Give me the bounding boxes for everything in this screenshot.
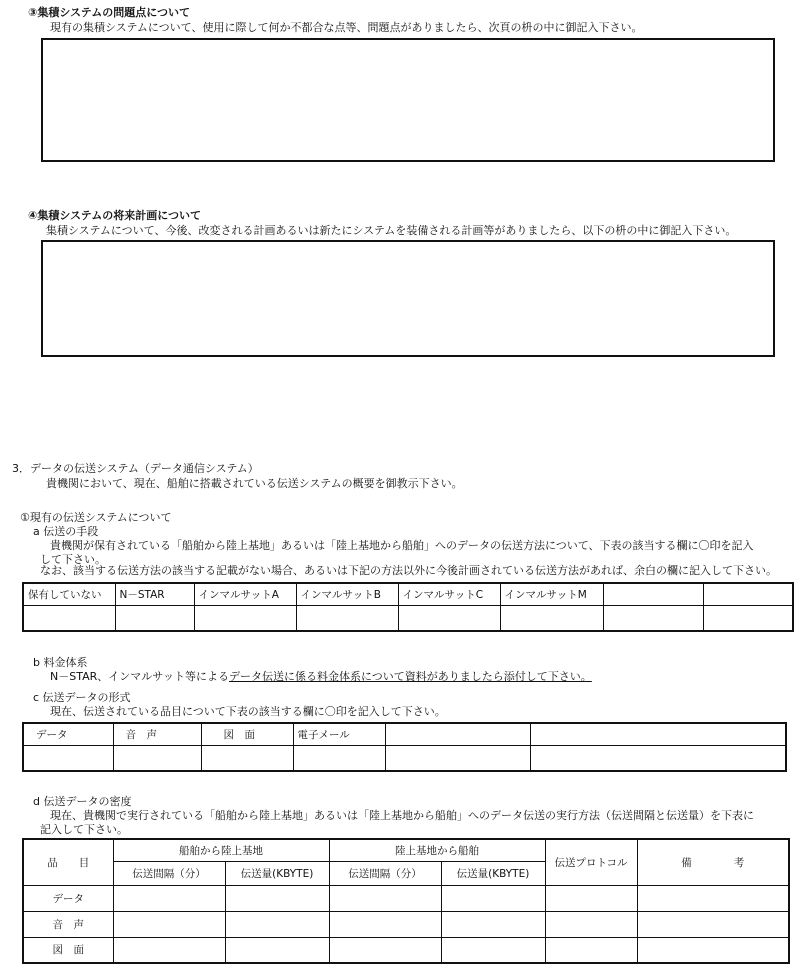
entry-cell[interactable] [441,937,545,963]
transmission-density-table [22,838,790,964]
header-cell[interactable] [603,583,703,605]
row-label-cell: 音 声 [23,911,113,937]
entry-cell[interactable] [225,911,329,937]
entry-cell[interactable] [113,937,225,963]
fee-label: b 料金体系 [33,656,88,669]
header-cell[interactable] [385,723,530,745]
data-format-table [22,722,787,772]
header-cell: 電子メール [293,723,385,745]
future-plan-entry-box[interactable] [41,240,775,357]
fee-description [50,670,592,683]
header-cell: データ [23,723,113,745]
entry-cell[interactable] [500,605,603,631]
entry-cell[interactable] [113,745,201,771]
entry-cell[interactable] [23,745,113,771]
row-label-cell: 図 面 [23,937,113,963]
header-cell: インマルサットM [500,583,603,605]
header-cell: 音 声 [113,723,201,745]
header-cell: インマルサットB [296,583,398,605]
entry-cell[interactable] [441,911,545,937]
entry-cell[interactable] [530,745,786,771]
entry-cell[interactable] [23,605,115,631]
table-header-row [23,723,786,745]
volume-header-cell: 伝送量(KBYTE) [441,861,545,885]
section-transmission-description: 貴機関において、現在、船舶に搭載されている伝送システムの概要を御教示下さい。 [46,477,463,490]
header-cell: N－STAR [115,583,194,605]
section-3-description: 現有の集積システムについて、使用に際して何か不都合な点等、問題点がありましたら、次頁の枡の中に御記入下さい。 [50,21,643,34]
item-header-cell: 品 目 [23,839,113,885]
section-transmission-heading: 3．データの伝送システム（データ通信システム） [12,462,259,475]
format-description: 現在、伝送されている品目について下表の該当する欄に〇印を記入して下さい。 [50,705,446,718]
entry-cell[interactable] [545,911,637,937]
format-label: c 伝送データの形式 [33,691,131,704]
means-instruction-line3: なお、該当する伝送方法の該当する記載がない場合、あるいは下記の方法以外に今後計画されている伝送方法があれば、余白の欄に記入して下さい。 [40,564,777,577]
entry-cell[interactable] [545,937,637,963]
entry-cell[interactable] [545,885,637,911]
header-cell: 図 面 [201,723,293,745]
shore-to-ship-header: 陸上基地から船舶 [329,839,545,861]
means-label: a 伝送の手段 [33,525,99,538]
entry-cell[interactable] [201,745,293,771]
problems-entry-box[interactable] [41,38,775,162]
ship-to-shore-header: 船舶から陸上基地 [113,839,329,861]
table-row [23,911,789,937]
volume-header-cell: 伝送量(KBYTE) [225,861,329,885]
means-instruction-line2: して下さい。 [40,553,106,566]
table-row [23,937,789,963]
header-cell[interactable] [530,723,786,745]
entry-cell[interactable] [637,911,789,937]
entry-cell[interactable] [329,937,441,963]
table-header-row [23,583,793,605]
section-4-description: 集積システムについて、今後、改変される計画あるいは新たにシステムを装備される計画等がありましたら、以下の枡の中に御記入下さい。 [46,224,737,237]
table-row [23,745,786,771]
entry-cell[interactable] [113,911,225,937]
density-label: d 伝送データの密度 [33,795,132,808]
entry-cell[interactable] [385,745,530,771]
interval-header-cell: 伝送間隔（分） [113,861,225,885]
fee-description-prefix: N－STAR、インマルサット等による [50,670,230,683]
table-row [23,605,793,631]
section-4-heading: ④集積システムの将来計画について [28,209,201,222]
header-cell: インマルサットC [398,583,500,605]
transmission-means-table [22,582,794,632]
entry-cell[interactable] [398,605,500,631]
header-cell[interactable] [703,583,793,605]
protocol-header-cell: 伝送プロトコル [545,839,637,885]
remarks-header-cell: 備 考 [637,839,789,885]
entry-cell[interactable] [637,885,789,911]
entry-cell[interactable] [293,745,385,771]
current-system-heading: ①現有の伝送システムについて [20,511,172,524]
section-3-heading: ③集積システムの問題点について [28,6,190,19]
entry-cell[interactable] [115,605,194,631]
entry-cell[interactable] [225,885,329,911]
interval-header-cell: 伝送間隔（分） [329,861,441,885]
entry-cell[interactable] [603,605,703,631]
table-header-row [23,839,789,861]
entry-cell[interactable] [637,937,789,963]
entry-cell[interactable] [703,605,793,631]
density-instruction-line1: 現在、貴機関で実行されている「船舶から陸上基地」あるいは「陸上基地から船舶」へのデータ伝送の実行方法（伝送間隔と伝送量）を下表に [50,809,754,822]
entry-cell[interactable] [225,937,329,963]
entry-cell[interactable] [329,911,441,937]
fee-description-underlined: データ伝送に係る料金体系について資料がありましたら添付して下さい。 [229,670,592,683]
entry-cell[interactable] [329,885,441,911]
row-label-cell: データ [23,885,113,911]
density-instruction-line2: 記入して下さい。 [40,823,128,836]
entry-cell[interactable] [194,605,296,631]
entry-cell[interactable] [296,605,398,631]
header-cell: 保有していない [23,583,115,605]
entry-cell[interactable] [441,885,545,911]
entry-cell[interactable] [113,885,225,911]
means-instruction-line1: 貴機関が保有されている「船舶から陸上基地」あるいは「陸上基地から船舶」へのデータの伝送方法について、下表の該当する欄に〇印を記入 [50,539,754,552]
table-row [23,885,789,911]
header-cell: インマルサットA [194,583,296,605]
